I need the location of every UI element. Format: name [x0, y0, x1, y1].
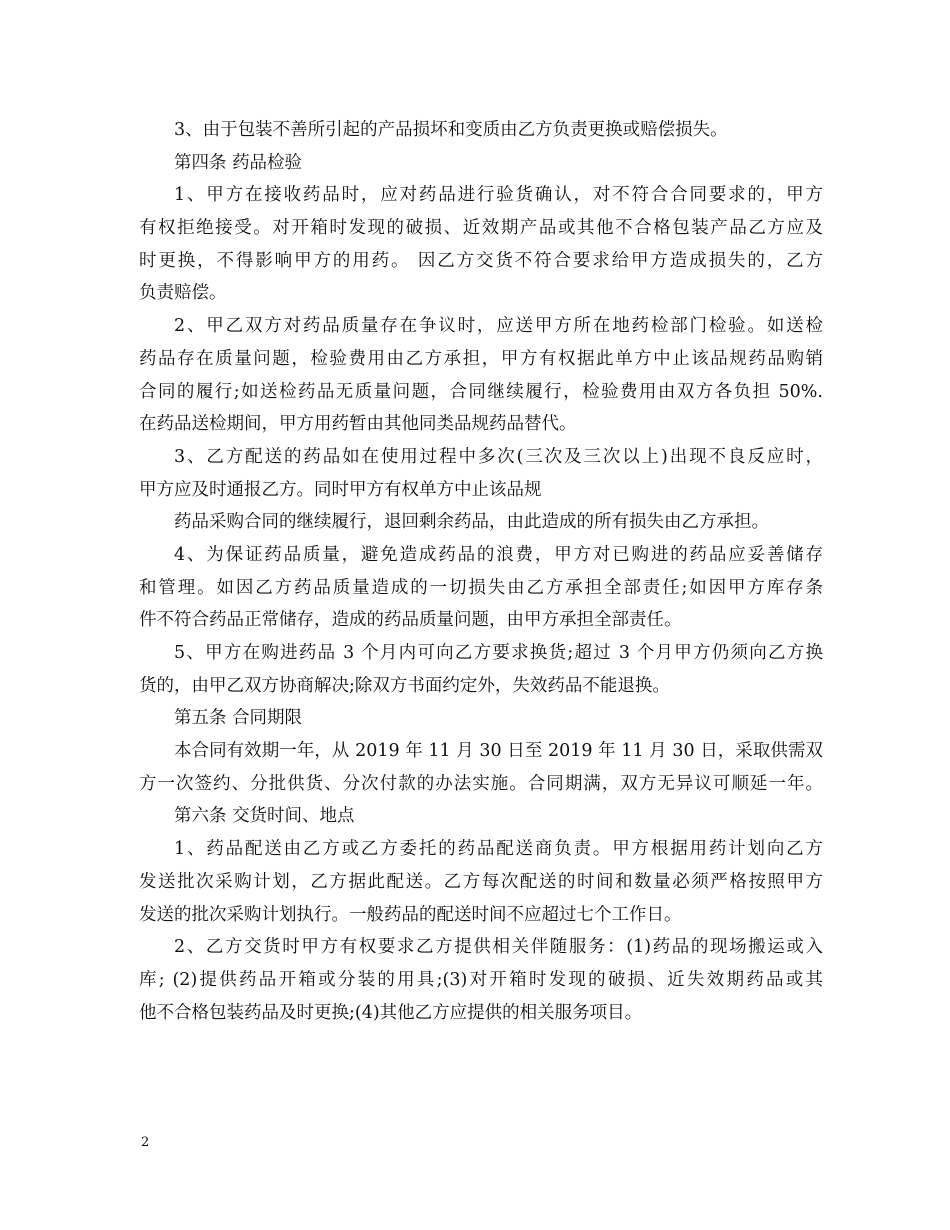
text-line: 时更换，不得影响甲方的用药。 因乙方交货不符合要求给甲方造成损失的，乙方 [139, 250, 823, 271]
text-line: 药品采购合同的继续履行，退回剩余药品，由此造成的所有损失由乙方承担。 [174, 512, 769, 533]
text-line: 第六条 交货时间、地点 [174, 806, 355, 827]
text-line: 货的，由甲乙双方协商解决;除双方书面约定外，失效药品不能退换。 [139, 675, 670, 696]
text-line: 甲方应及时通报乙方。同时甲方有权单方中止该品规 [139, 479, 542, 500]
text-line: 第五条 合同期限 [174, 708, 303, 729]
text-line: 1、甲方在接收药品时，应对药品进行验货确认，对不符合合同要求的，甲方 [174, 185, 823, 206]
text-line: 负责赔偿。 [139, 283, 227, 304]
text-line: 4、为保证药品质量，避免造成药品的浪费，甲方对已购进的药品应妥善储存 [174, 544, 823, 565]
text-line: 和管理。如因乙方药品质量造成的一切损失由乙方承担全部责任;如因甲方库存条 [139, 577, 823, 598]
text-line: 件不符合药品正常储存，造成的药品质量问题，由甲方承担全部责任。 [139, 610, 682, 631]
text-line: 有权拒绝接受。对开箱时发现的破损、近效期产品或其他不合格包装产品乙方应及 [139, 218, 823, 239]
text-line: 药品存在质量问题，检验费用由乙方承担，甲方有权据此单方中止该品规药品购销 [139, 348, 823, 369]
page-number: 2 [141, 1135, 150, 1150]
text-line: 在药品送检期间，甲方用药暂由其他同类品规药品替代。 [139, 414, 577, 435]
text-line: 他不合格包装药品及时更换;(4)其他乙方应提供的相关服务项目。 [139, 1002, 643, 1023]
text-line: 第四条 药品检验 [174, 152, 303, 173]
text-line: 方一次签约、分批供货、分次付款的办法实施。合同期满，双方无异议可顺延一年。 [139, 773, 823, 794]
text-line: 2、甲乙双方对药品质量存在争议时，应送甲方所在地药检部门检验。如送检 [174, 316, 823, 337]
text-line: 发送批次采购计划，乙方据此配送。乙方每次配送的时间和数量必须严格按照甲方 [139, 871, 823, 892]
text-line: 合同的履行;如送检药品无质量问题，合同继续履行，检验费用由双方各负担 50%. [139, 381, 823, 402]
text-line: 2、乙方交货时甲方有权要求乙方提供相关伴随服务：(1)药品的现场搬运或入 [174, 937, 823, 958]
text-line: 1、药品配送由乙方或乙方委托的药品配送商负责。甲方根据用药计划向乙方 [174, 839, 823, 860]
text-line: 发送的批次采购计划执行。一般药品的配送时间不应超过七个工作日。 [139, 904, 682, 925]
text-line: 3、乙方配送的药品如在使用过程中多次(三次及三次以上)出现不良反应时， [174, 446, 823, 467]
text-line: 库; (2)提供药品开箱或分装的用具;(3)对开箱时发现的破损、近失效期药品或其 [139, 969, 823, 990]
text-line: 5、甲方在购进药品 3 个月内可向乙方要求换货;超过 3 个月甲方仍须向乙方换 [174, 643, 823, 663]
text-line: 3、由于包装不善所引起的产品损坏和变质由乙方负责更换或赔偿损失。 [174, 120, 728, 140]
document-body [139, 114, 823, 1029]
text-line: 本合同有效期一年，从 2019 年 11 月 30 日至 2019 年 11 月 30 日，采取供需双 [174, 741, 823, 762]
